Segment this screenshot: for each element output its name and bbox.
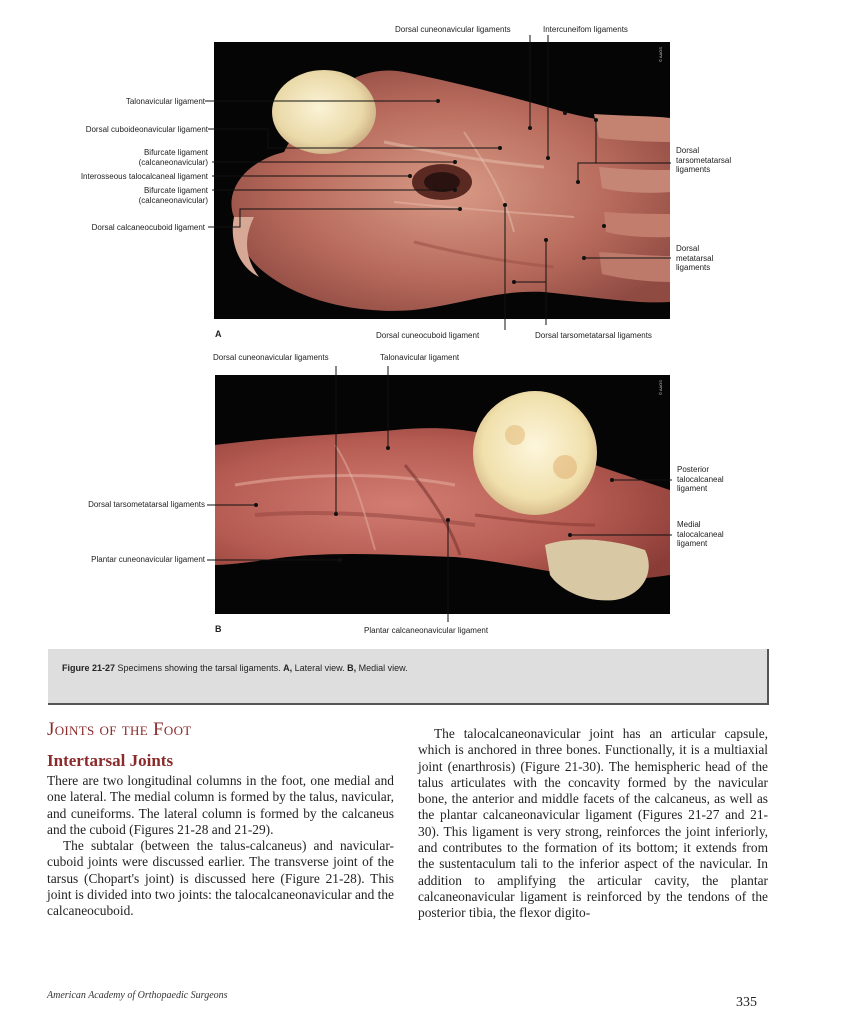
label-talonavicular-a: Talonavicular ligament — [125, 97, 205, 106]
label-dorsal-cuneocuboid: Dorsal cuneocuboid ligament — [376, 331, 480, 340]
label-interosseous-talocalcaneal: Interosseous talocalcaneal ligament — [80, 172, 208, 181]
page-number: 335 — [736, 995, 757, 1010]
label-dorsal-tarsometatarsal-b: Dorsal tarsometatarsal ligaments — [88, 500, 205, 509]
label-plantar-calcaneonavicular: Plantar calcaneonavicular ligament — [364, 626, 489, 635]
label-line: ligament — [677, 484, 708, 493]
paragraph: There are two longitudinal columns in the foot, one medial and one lateral. The medial column is formed by the talus, navicular, and cuneiforms. The lateral column is formed by the calcaneus and the cuboid (Figures 21-28 and 21-29). — [47, 773, 394, 837]
label-bifurcate-2-sub: (calcaneonavicular) — [138, 196, 208, 205]
label-medial-talocalcaneal — [677, 520, 724, 549]
label-line: Dorsal — [676, 244, 700, 253]
label-line: Medial — [677, 520, 701, 529]
footer-publisher: American Academy of Orthopaedic Surgeons — [47, 990, 228, 1001]
section-title: Joints of the Foot — [47, 719, 192, 740]
label-line: tarsometatarsal — [676, 155, 732, 165]
caption-b-label: B, — [347, 663, 357, 673]
label-line: ligaments — [676, 165, 711, 174]
label-dorsal-cuneonavicular-b: Dorsal cuneonavicular ligaments — [213, 353, 329, 362]
label-line: ligaments — [676, 263, 711, 272]
label-line: talocalcaneal — [677, 529, 724, 539]
caption-a-label: A, — [283, 663, 293, 673]
svg-text:© AAOS: © AAOS — [658, 380, 663, 395]
label-dorsal-cuneonavicular-a: Dorsal cuneonavicular ligaments — [395, 25, 511, 34]
left-column — [47, 773, 394, 920]
figure-caption — [62, 663, 408, 673]
caption-a-text: Lateral view. — [292, 663, 348, 673]
caption-figure-label: Figure 21-27 — [62, 663, 116, 673]
label-dorsal-tarsometatarsal-a-bottom: Dorsal tarsometatarsal ligaments — [535, 331, 652, 340]
caption-b-text: Medial view. — [356, 663, 408, 673]
label-dorsal-cuboideonavicular: Dorsal cuboideonavicular ligament — [85, 125, 208, 134]
label-line: Posterior — [677, 465, 710, 474]
label-plantar-cuneonavicular: Plantar cuneonavicular ligament — [91, 555, 205, 564]
subsection-title: Intertarsal Joints — [47, 751, 174, 770]
label-line: metatarsal — [676, 253, 714, 263]
label-intercuneiform: Intercuneifom ligaments — [543, 25, 628, 34]
label-dorsal-calcaneocuboid: Dorsal calcaneocuboid ligament — [91, 223, 205, 232]
label-talonavicular-b: Talonavicular ligament — [380, 353, 460, 362]
svg-text:© AAOS: © AAOS — [658, 47, 663, 62]
label-line: ligament — [677, 539, 708, 548]
label-line: Dorsal — [676, 146, 700, 155]
label-posterior-talocalcaneal — [677, 465, 724, 494]
label-bifurcate-1: Bifurcate ligament — [143, 148, 208, 157]
label-dorsal-tarsometatarsal-a-right — [676, 146, 731, 175]
right-column — [418, 726, 768, 922]
figure-caption-box — [48, 649, 769, 705]
label-bifurcate-1-sub: (calcaneonavicular) — [138, 158, 208, 167]
label-bifurcate-2: Bifurcate ligament — [143, 186, 208, 195]
caption-text: Specimens showing the tarsal ligaments. — [115, 663, 284, 673]
paragraph: The subtalar (between the talus-calcaneus) and navicular-cuboid joints were discussed earlier. The transverse joint of the tarsus (Chopart's joint) is discussed here (Figure 21-28). This joint is divided into two joints: the talocalcaneonavicular and the calcaneocuboid. — [47, 838, 394, 919]
paragraph: The talocalcaneonavicular joint has an articular capsule, which is anchored in three bones. Functionally, it is a multiaxial joint (enarthrosis) (Figure 21-30). The hemispheric head of the talus articulates with the concavity formed by the navicular bone, the anterior and middle facets of the calcaneus, as well as the plantar calcaneonavicular ligament (Figures 21-27 and 21-30). This ligament is very strong, reinforces the joint inferiorly, and contributes to the formation of its bottom; it extends from the sustentaculum tali to the inferior aspect of the navicular. In addition to amplifying the articular cavity, the plantar calcaneonavicular ligament is reinforced by the tendons of the posterior tibia, the flexor digito- — [418, 726, 768, 921]
label-line: talocalcaneal — [677, 474, 724, 484]
panel-b-letter: B — [215, 624, 222, 634]
panel-a-letter: A — [215, 329, 222, 339]
label-dorsal-metatarsal — [676, 244, 713, 273]
